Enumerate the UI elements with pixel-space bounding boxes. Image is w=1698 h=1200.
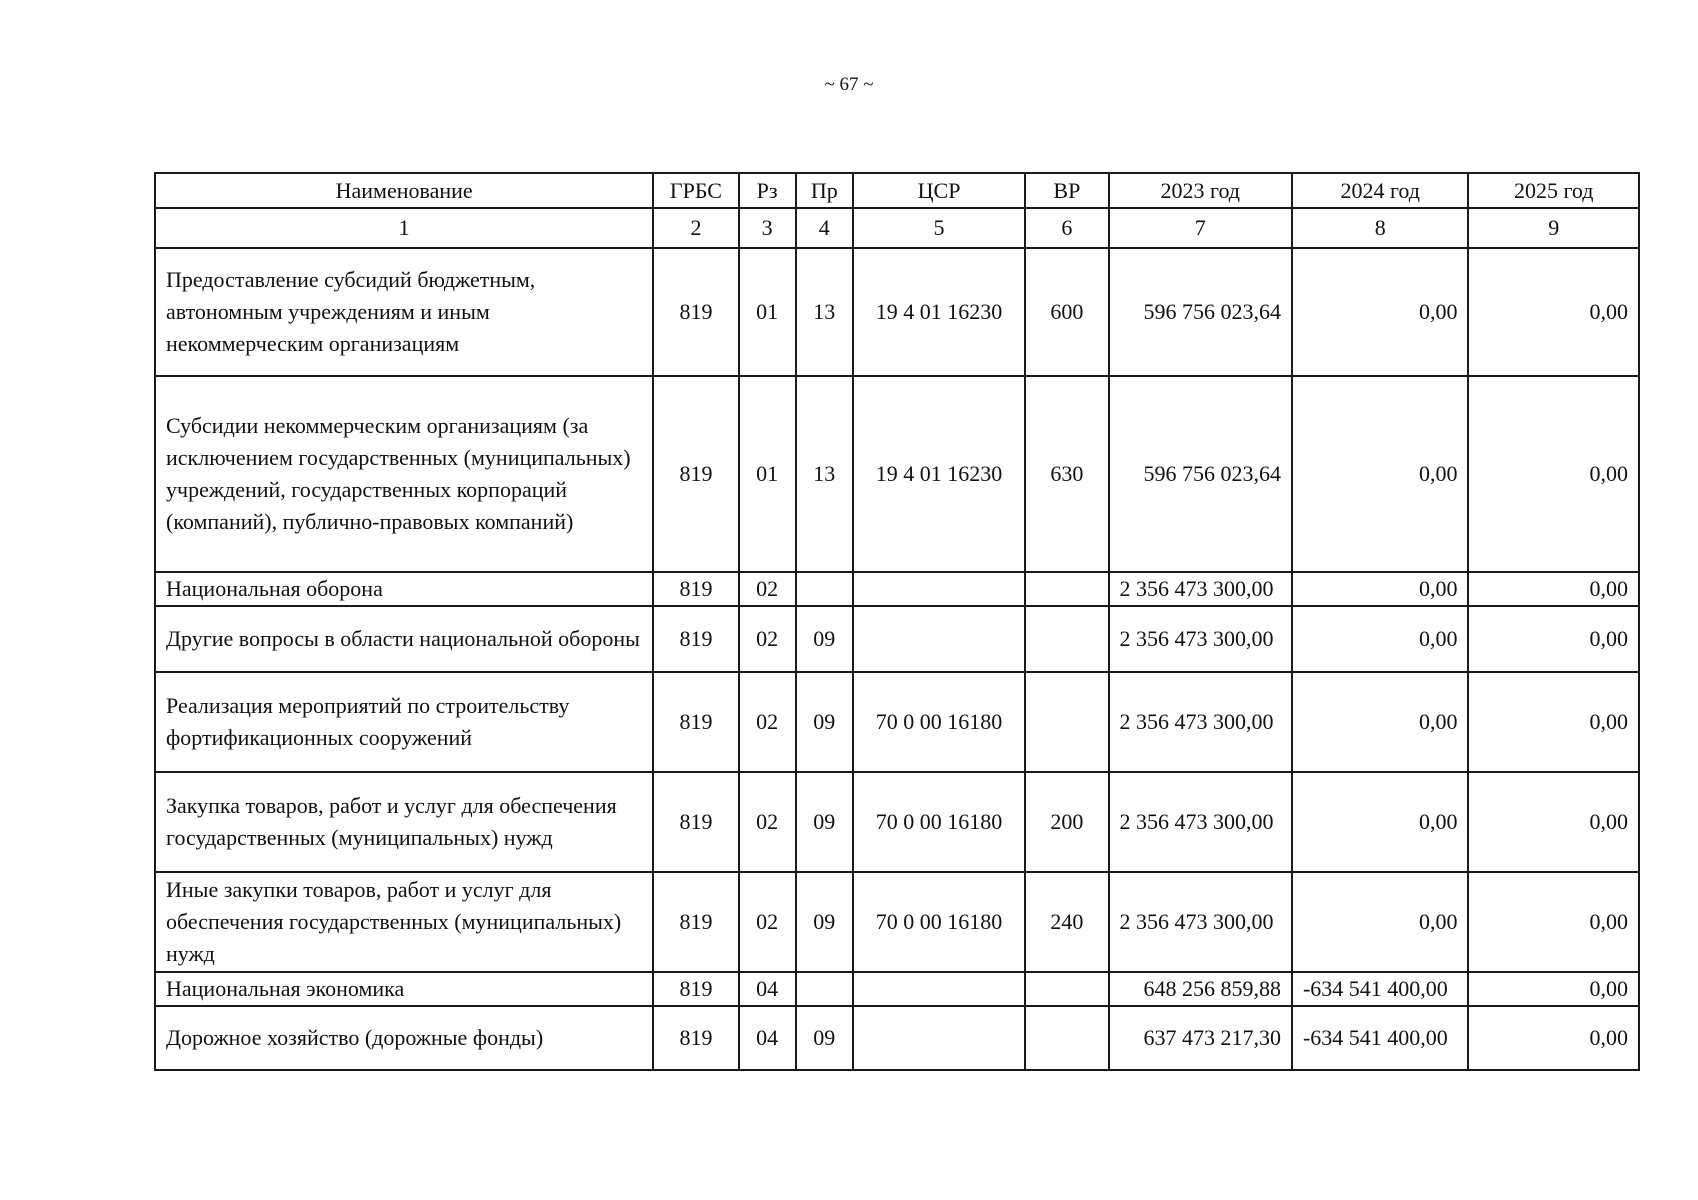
row-2023: 2 356 473 300,00	[1109, 872, 1292, 972]
row-csr	[853, 606, 1025, 672]
row-2023: 2 356 473 300,00	[1109, 606, 1292, 672]
column-number: 5	[853, 208, 1025, 248]
row-pr: 09	[796, 672, 853, 772]
page-number: ~ 67 ~	[824, 74, 874, 95]
header-2025: 2025 год	[1468, 173, 1639, 208]
row-rz: 04	[739, 972, 796, 1006]
row-vr: 240	[1025, 872, 1108, 972]
column-number: 7	[1109, 208, 1292, 248]
row-pr: 09	[796, 606, 853, 672]
row-grbs: 819	[653, 248, 738, 376]
row-2024: -634 541 400,00	[1292, 972, 1468, 1006]
row-vr	[1025, 572, 1108, 606]
row-2025: 0,00	[1468, 248, 1639, 376]
row-2024: 0,00	[1292, 772, 1468, 872]
row-2023: 596 756 023,64	[1109, 376, 1292, 572]
row-2025: 0,00	[1468, 672, 1639, 772]
row-pr: 09	[796, 872, 853, 972]
row-rz: 04	[739, 1006, 796, 1070]
row-pr: 13	[796, 248, 853, 376]
row-pr	[796, 972, 853, 1006]
row-2024: 0,00	[1292, 248, 1468, 376]
column-number: 8	[1292, 208, 1468, 248]
row-2023: 2 356 473 300,00	[1109, 772, 1292, 872]
column-number: 1	[155, 208, 653, 248]
row-rz: 02	[739, 872, 796, 972]
column-number: 2	[653, 208, 738, 248]
row-grbs: 819	[653, 772, 738, 872]
row-name: Другие вопросы в области национальной обороны	[155, 606, 653, 672]
row-name: Субсидии некоммерческим организациям (за исключением государственных (муниципальных) учреждений, государственных корпораций (компаний), публично-правовых компаний)	[155, 376, 653, 572]
header-name: Наименование	[155, 173, 653, 208]
row-name: Национальная экономика	[155, 972, 653, 1006]
row-2023: 2 356 473 300,00	[1109, 672, 1292, 772]
header-2023: 2023 год	[1109, 173, 1292, 208]
row-rz: 01	[739, 248, 796, 376]
row-csr: 70 0 00 16180	[853, 772, 1025, 872]
row-pr	[796, 572, 853, 606]
row-2024: 0,00	[1292, 376, 1468, 572]
table-row	[155, 672, 1639, 772]
row-grbs: 819	[653, 672, 738, 772]
row-vr	[1025, 972, 1108, 1006]
table-row	[155, 972, 1639, 1006]
row-vr: 600	[1025, 248, 1108, 376]
row-2024: 0,00	[1292, 872, 1468, 972]
row-vr	[1025, 1006, 1108, 1070]
row-2025: 0,00	[1468, 972, 1639, 1006]
table-row	[155, 1006, 1639, 1070]
header-vr: ВР	[1025, 173, 1108, 208]
row-2025: 0,00	[1468, 872, 1639, 972]
row-rz: 02	[739, 572, 796, 606]
table-row	[155, 872, 1639, 972]
row-2024: -634 541 400,00	[1292, 1006, 1468, 1070]
header-2024: 2024 год	[1292, 173, 1468, 208]
row-csr	[853, 1006, 1025, 1070]
row-2025: 0,00	[1468, 606, 1639, 672]
row-rz: 02	[739, 772, 796, 872]
row-name: Закупка товаров, работ и услуг для обеспечения государственных (муниципальных) нужд	[155, 772, 653, 872]
row-2023: 596 756 023,64	[1109, 248, 1292, 376]
header-grbs: ГРБС	[653, 173, 738, 208]
column-number: 6	[1025, 208, 1108, 248]
row-csr: 70 0 00 16180	[853, 672, 1025, 772]
row-pr: 09	[796, 1006, 853, 1070]
row-2024: 0,00	[1292, 572, 1468, 606]
row-csr: 19 4 01 16230	[853, 376, 1025, 572]
row-2025: 0,00	[1468, 572, 1639, 606]
table-row	[155, 248, 1639, 376]
row-csr: 19 4 01 16230	[853, 248, 1025, 376]
row-grbs: 819	[653, 872, 738, 972]
row-2023: 648 256 859,88	[1109, 972, 1292, 1006]
row-2024: 0,00	[1292, 672, 1468, 772]
row-csr	[853, 972, 1025, 1006]
row-2024: 0,00	[1292, 606, 1468, 672]
table-row	[155, 772, 1639, 872]
row-name: Дорожное хозяйство (дорожные фонды)	[155, 1006, 653, 1070]
column-number: 3	[739, 208, 796, 248]
header-row	[155, 173, 1639, 208]
row-pr: 13	[796, 376, 853, 572]
row-grbs: 819	[653, 606, 738, 672]
row-pr: 09	[796, 772, 853, 872]
table-row	[155, 376, 1639, 572]
row-2025: 0,00	[1468, 376, 1639, 572]
row-name: Иные закупки товаров, работ и услуг для обеспечения государственных (муниципальных) нужд	[155, 872, 653, 972]
table-row	[155, 572, 1639, 606]
header-csr: ЦСР	[853, 173, 1025, 208]
column-number: 4	[796, 208, 853, 248]
budget-table	[154, 172, 1640, 1071]
header-pr: Пр	[796, 173, 853, 208]
row-csr: 70 0 00 16180	[853, 872, 1025, 972]
row-rz: 01	[739, 376, 796, 572]
row-vr	[1025, 606, 1108, 672]
row-name: Национальная оборона	[155, 572, 653, 606]
row-2025: 0,00	[1468, 1006, 1639, 1070]
row-2023: 2 356 473 300,00	[1109, 572, 1292, 606]
row-2025: 0,00	[1468, 772, 1639, 872]
row-2023: 637 473 217,30	[1109, 1006, 1292, 1070]
column-number-row	[155, 208, 1639, 248]
row-csr	[853, 572, 1025, 606]
row-grbs: 819	[653, 1006, 738, 1070]
row-vr: 630	[1025, 376, 1108, 572]
row-grbs: 819	[653, 572, 738, 606]
row-vr	[1025, 672, 1108, 772]
header-rz: Рз	[739, 173, 796, 208]
row-grbs: 819	[653, 376, 738, 572]
row-rz: 02	[739, 672, 796, 772]
row-name: Реализация мероприятий по строительству фортификационных сооружений	[155, 672, 653, 772]
row-vr: 200	[1025, 772, 1108, 872]
row-name: Предоставление субсидий бюджетным, автономным учреждениям и иным некоммерческим организациям	[155, 248, 653, 376]
table-row	[155, 606, 1639, 672]
column-number: 9	[1468, 208, 1639, 248]
row-rz: 02	[739, 606, 796, 672]
row-grbs: 819	[653, 972, 738, 1006]
